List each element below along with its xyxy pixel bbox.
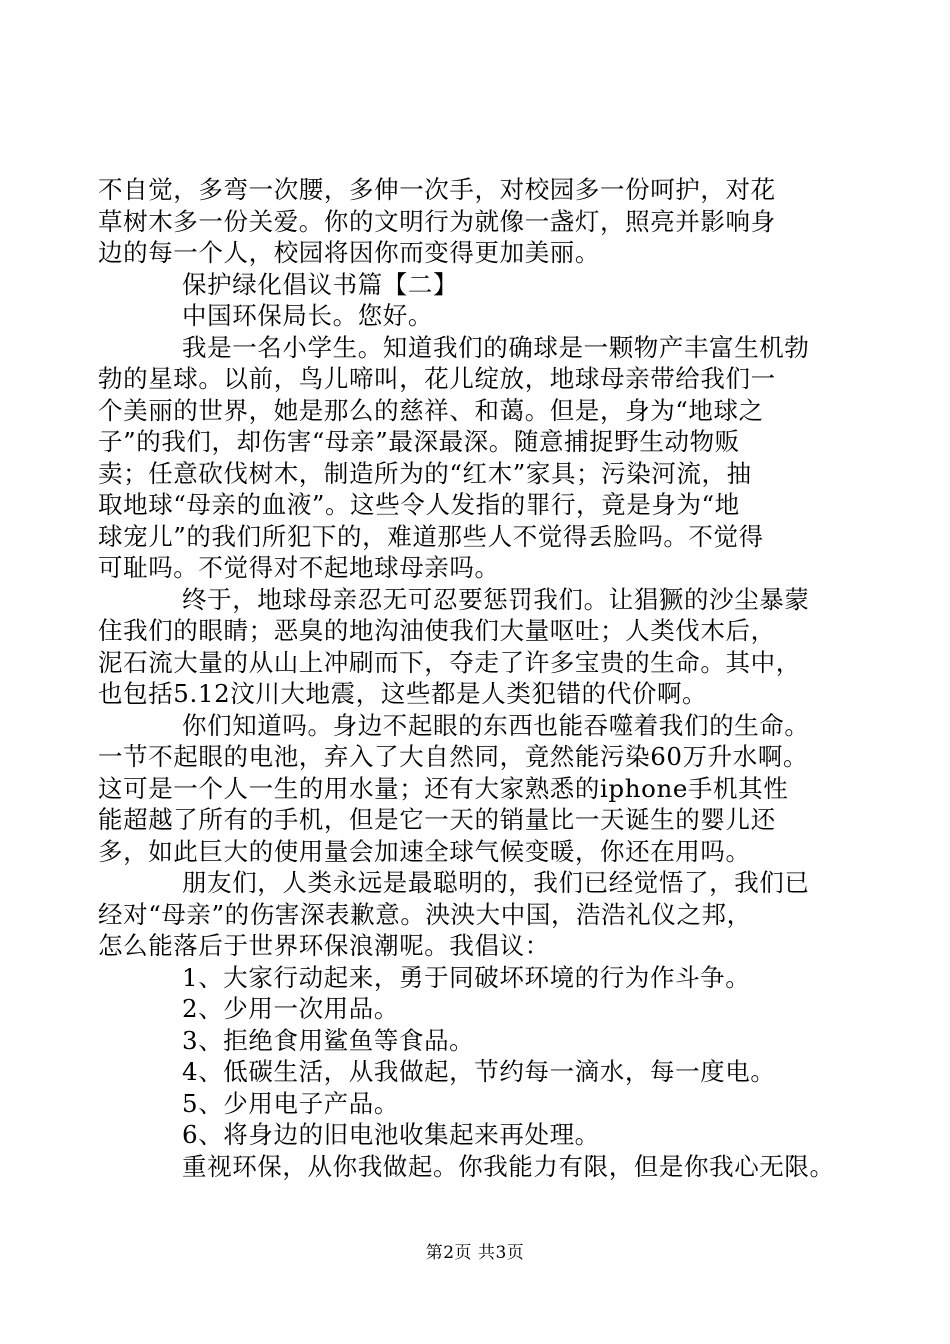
document-body bbox=[98, 174, 860, 1182]
text-line: 你们知道吗。身边不起眼的东西也能吞噬着我们的生命。 bbox=[182, 710, 810, 740]
text-line: 可耻吗。不觉得对不起地球母亲吗。 bbox=[98, 553, 500, 582]
text-line: 保护绿化倡议书篇【二】 bbox=[182, 269, 459, 299]
text-line: 经对“母亲”的伤害深表歉意。泱泱大中国，浩浩礼仪之邦， bbox=[98, 899, 752, 929]
text-line: 朋友们，人类永远是最聪明的，我们已经觉悟了，我们已 bbox=[182, 868, 810, 897]
text-line: 5、少用电子产品。 bbox=[182, 1088, 399, 1118]
text-line: 个美丽的世界，她是那么的慈祥、和蔼。但是，身为“地球之 bbox=[98, 395, 764, 425]
text-line: 边的每一个人，校园将因你而变得更加美丽。 bbox=[98, 238, 600, 267]
text-line: 6、将身边的旧电池收集起来再处理。 bbox=[182, 1120, 600, 1149]
text-line: 我是一名小学生。知道我们的确球是一颗物产丰富生机勃 bbox=[182, 332, 810, 362]
text-line: 能超越了所有的手机，但是它一天的销量比一天诞生的婴儿还 bbox=[98, 805, 776, 834]
text-line: 勃的星球。以前，鸟儿啼叫，花儿绽放，地球母亲带给我们一 bbox=[98, 364, 776, 393]
text-line: 终于，地球母亲忍无可忍要惩罚我们。让猖獗的沙尘暴蒙 bbox=[182, 584, 810, 614]
text-line: 也包括5.12汶川大地震，这些都是人类犯错的代价啊。 bbox=[98, 679, 708, 708]
text-line: 4、低碳生活，从我做起，节约每一滴水，每一度电。 bbox=[182, 1057, 776, 1086]
text-line: 泥石流大量的从山上冲刷而下，夺走了许多宝贵的生命。其中， bbox=[98, 647, 801, 677]
text-line: 取地球“母亲的血液”。这些令人发指的罪行，竟是身为“地 bbox=[98, 490, 740, 519]
text-line: 这可是一个人一生的用水量；还有大家熟悉的iphone手机其性 bbox=[98, 773, 789, 803]
text-line: 中国环保局长。您好。 bbox=[182, 301, 433, 330]
text-line: 2、少用一次用品。 bbox=[182, 994, 399, 1023]
text-line: 卖；任意砍伐树木，制造所为的“红木”家具；污染河流，抽 bbox=[98, 458, 752, 488]
text-line: 住我们的眼睛；恶臭的地沟油使我们大量呕吐；人类伐木后， bbox=[98, 616, 776, 645]
text-line: 不自觉，多弯一次腰，多伸一次手，对校园多一份呵护，对花 bbox=[98, 175, 776, 204]
text-line: 子”的我们，却伤害“母亲”最深最深。随意捕捉野生动物贩 bbox=[98, 427, 740, 456]
text-line: 怎么能落后于世界环保浪潮呢。我倡议： bbox=[98, 931, 550, 960]
text-line: 草树木多一份关爱。你的文明行为就像一盏灯，照亮并影响身 bbox=[98, 206, 776, 236]
text-line: 3、拒绝食用鲨鱼等食品。 bbox=[182, 1025, 475, 1055]
text-line: 1、大家行动起来，勇于同破坏环境的行为作斗争。 bbox=[182, 962, 751, 992]
page-footer: 第2页 共3页 bbox=[425, 1243, 525, 1263]
text-line: 一节不起眼的电池，弃入了大自然同，竟然能污染60万升水啊。 bbox=[98, 742, 809, 771]
text-line: 球宠儿”的我们所犯下的，难道那些人不觉得丢脸吗。不觉得 bbox=[98, 521, 764, 551]
text-line: 多，如此巨大的使用量会加速全球气候变暖，你还在用吗。 bbox=[98, 836, 751, 866]
text-line: 重视环保，从你我做起。你我能力有限，但是你我心无限。 bbox=[182, 1151, 835, 1181]
